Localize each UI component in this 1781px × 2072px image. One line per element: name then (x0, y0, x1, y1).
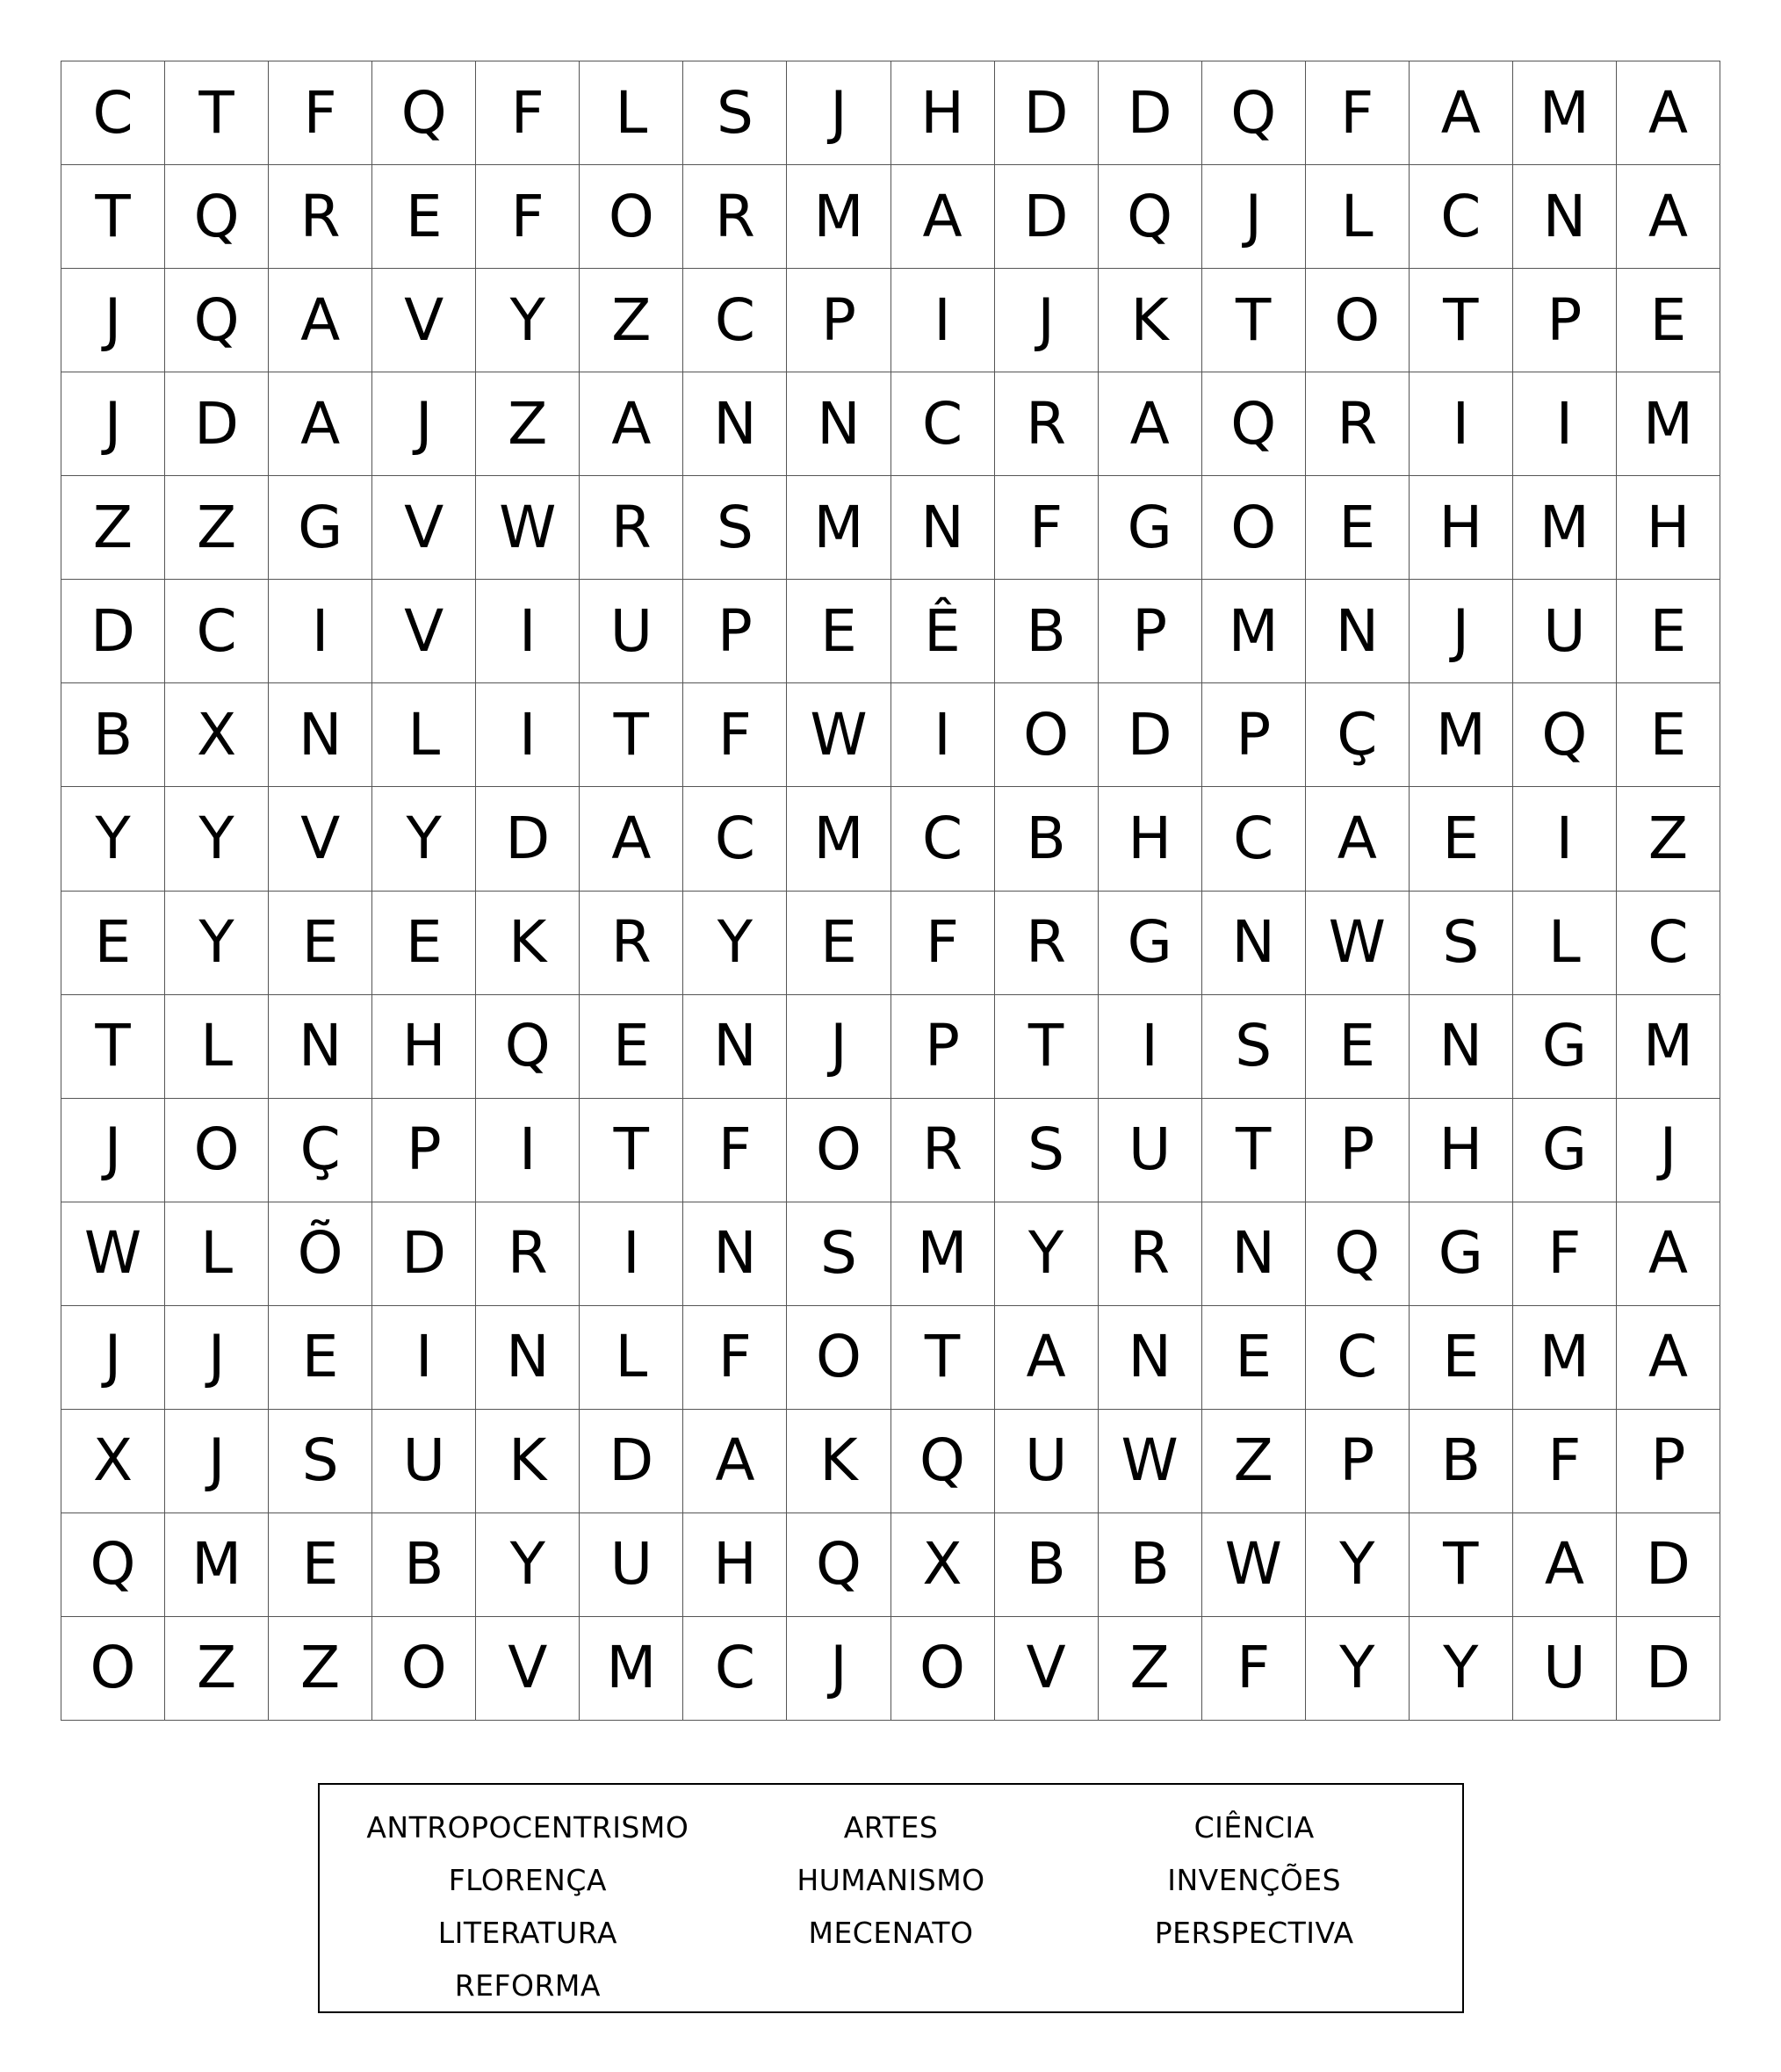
grid-cell[interactable]: B (995, 580, 1099, 683)
grid-cell[interactable]: C (891, 787, 995, 891)
grid-cell[interactable]: S (269, 1410, 372, 1513)
grid-cell[interactable]: O (372, 1617, 476, 1721)
grid-cell[interactable]: M (580, 1617, 683, 1721)
grid-cell[interactable]: C (683, 1617, 787, 1721)
grid-cell[interactable]: R (995, 892, 1099, 995)
grid-cell[interactable]: V (995, 1617, 1099, 1721)
grid-cell[interactable]: Y (165, 787, 269, 891)
grid-cell[interactable]: C (1306, 1306, 1410, 1410)
grid-cell[interactable]: J (165, 1410, 269, 1513)
grid-cell[interactable]: Z (165, 476, 269, 580)
word-bank-item: REFORMA (454, 1967, 601, 2003)
grid-cell[interactable]: Q (891, 1410, 995, 1513)
grid-cell[interactable]: C (1410, 165, 1513, 269)
grid-cell[interactable]: M (165, 1513, 269, 1617)
grid-cell[interactable]: H (891, 61, 995, 165)
grid-cell[interactable]: E (1202, 1306, 1306, 1410)
grid-cell[interactable]: T (1202, 1099, 1306, 1202)
grid-cell[interactable]: S (683, 476, 787, 580)
grid-cell[interactable]: S (995, 1099, 1099, 1202)
grid-cell[interactable]: H (1410, 476, 1513, 580)
grid-cell[interactable]: O (1202, 476, 1306, 580)
grid-cell[interactable]: I (1513, 372, 1617, 476)
grid-cell[interactable]: H (1410, 1099, 1513, 1202)
grid-cell[interactable]: O (61, 1617, 165, 1721)
grid-cell[interactable]: G (1410, 1202, 1513, 1306)
grid-cell[interactable]: M (1202, 580, 1306, 683)
grid-cell[interactable]: I (891, 269, 995, 372)
grid-cell[interactable]: M (1513, 476, 1617, 580)
grid-cell[interactable]: D (165, 372, 269, 476)
word-bank-item: INVENÇÕES (1167, 1862, 1342, 1897)
grid-cell[interactable]: N (683, 1202, 787, 1306)
grid-cell[interactable]: V (372, 269, 476, 372)
grid-cell[interactable]: I (476, 683, 580, 787)
grid-cell[interactable]: I (1410, 372, 1513, 476)
grid-cell[interactable]: L (165, 1202, 269, 1306)
grid-cell[interactable]: E (372, 892, 476, 995)
grid-cell[interactable]: N (1202, 1202, 1306, 1306)
grid-cell[interactable]: M (1617, 995, 1720, 1099)
grid-cell[interactable]: Q (787, 1513, 890, 1617)
grid-cell[interactable]: E (1617, 683, 1720, 787)
grid-cell[interactable]: V (372, 580, 476, 683)
grid-cell[interactable]: F (891, 892, 995, 995)
grid-cell[interactable]: T (61, 995, 165, 1099)
grid-cell[interactable]: F (1513, 1410, 1617, 1513)
grid-cell[interactable]: J (61, 1099, 165, 1202)
grid-cell[interactable]: N (1202, 892, 1306, 995)
grid-cell[interactable]: T (891, 1306, 995, 1410)
word-bank-item: LITERATURA (437, 1915, 617, 1950)
grid-cell[interactable]: C (683, 787, 787, 891)
grid-cell[interactable]: D (1099, 683, 1202, 787)
grid-cell[interactable]: Ê (891, 580, 995, 683)
grid-cell[interactable]: Y (476, 1513, 580, 1617)
grid-cell[interactable]: K (787, 1410, 890, 1513)
grid-cell[interactable]: N (1513, 165, 1617, 269)
grid-cell[interactable]: E (1306, 476, 1410, 580)
grid-cell[interactable]: B (61, 683, 165, 787)
grid-cell[interactable]: B (372, 1513, 476, 1617)
grid-cell[interactable]: S (1202, 995, 1306, 1099)
grid-cell[interactable]: Q (1202, 372, 1306, 476)
grid-cell[interactable]: G (1513, 1099, 1617, 1202)
grid-cell[interactable]: T (995, 995, 1099, 1099)
grid-cell[interactable]: Y (995, 1202, 1099, 1306)
grid-cell[interactable]: I (1099, 995, 1202, 1099)
grid-cell[interactable]: F (476, 165, 580, 269)
grid-cell[interactable]: E (1617, 580, 1720, 683)
grid-cell[interactable]: R (1099, 1202, 1202, 1306)
grid-cell[interactable]: A (1099, 372, 1202, 476)
grid-cell[interactable]: A (995, 1306, 1099, 1410)
grid-cell[interactable]: P (1513, 269, 1617, 372)
grid-cell[interactable]: S (1410, 892, 1513, 995)
grid-cell[interactable]: E (61, 892, 165, 995)
grid-cell[interactable]: P (891, 995, 995, 1099)
grid-cell[interactable]: F (995, 476, 1099, 580)
grid-cell[interactable]: E (1410, 787, 1513, 891)
grid-cell[interactable]: D (1617, 1617, 1720, 1721)
grid-cell[interactable]: A (1617, 1202, 1720, 1306)
grid-cell[interactable]: W (61, 1202, 165, 1306)
grid-cell[interactable]: J (61, 1306, 165, 1410)
word-bank (318, 1783, 1464, 2013)
word-bank-item: PERSPECTIVA (1154, 1915, 1354, 1950)
grid-cell[interactable]: C (165, 580, 269, 683)
grid-cell[interactable]: E (580, 995, 683, 1099)
grid-cell[interactable]: Q (165, 269, 269, 372)
grid-cell[interactable]: Õ (269, 1202, 372, 1306)
grid-cell[interactable]: Z (165, 1617, 269, 1721)
grid-cell[interactable]: Ç (269, 1099, 372, 1202)
grid-cell[interactable]: C (61, 61, 165, 165)
grid-cell[interactable]: K (1099, 269, 1202, 372)
grid-cell[interactable]: E (1617, 269, 1720, 372)
grid-cell[interactable]: D (995, 61, 1099, 165)
grid-cell[interactable]: R (891, 1099, 995, 1202)
grid-cell[interactable]: M (1617, 372, 1720, 476)
grid-cell[interactable]: U (580, 1513, 683, 1617)
grid-cell[interactable]: D (1617, 1513, 1720, 1617)
grid-cell[interactable]: X (891, 1513, 995, 1617)
grid-cell[interactable]: B (1410, 1410, 1513, 1513)
grid-cell[interactable]: P (1202, 683, 1306, 787)
grid-cell[interactable]: N (683, 372, 787, 476)
grid-cell[interactable]: T (1202, 269, 1306, 372)
grid-cell[interactable]: I (476, 1099, 580, 1202)
grid-cell[interactable]: E (269, 1513, 372, 1617)
grid-cell[interactable]: M (1513, 61, 1617, 165)
grid-cell[interactable]: V (476, 1617, 580, 1721)
grid-cell[interactable]: F (683, 1099, 787, 1202)
grid-cell[interactable]: V (372, 476, 476, 580)
grid-cell[interactable]: Y (476, 269, 580, 372)
grid-cell[interactable]: U (372, 1410, 476, 1513)
grid-cell[interactable]: Q (61, 1513, 165, 1617)
grid-cell[interactable]: L (165, 995, 269, 1099)
grid-cell[interactable]: T (1410, 269, 1513, 372)
grid-cell[interactable]: K (476, 1410, 580, 1513)
grid-cell[interactable]: Q (1306, 1202, 1410, 1306)
grid-cell[interactable]: J (995, 269, 1099, 372)
grid-cell[interactable]: F (269, 61, 372, 165)
grid-cell[interactable]: L (372, 683, 476, 787)
grid-cell[interactable]: R (269, 165, 372, 269)
grid-cell[interactable]: A (1617, 1306, 1720, 1410)
grid-cell[interactable]: N (269, 995, 372, 1099)
grid-cell[interactable]: Q (165, 165, 269, 269)
grid-cell[interactable]: G (1513, 995, 1617, 1099)
grid-cell[interactable]: Q (476, 995, 580, 1099)
grid-cell[interactable]: D (476, 787, 580, 891)
grid-cell[interactable]: M (787, 787, 890, 891)
grid-cell[interactable]: U (1099, 1099, 1202, 1202)
grid-cell[interactable]: Q (372, 61, 476, 165)
grid-cell[interactable]: J (1202, 165, 1306, 269)
grid-cell[interactable]: W (1099, 1410, 1202, 1513)
word-bank-item: CIÊNCIA (1193, 1809, 1315, 1845)
grid-cell[interactable]: G (1099, 892, 1202, 995)
grid-cell[interactable]: F (683, 683, 787, 787)
grid-cell[interactable]: J (165, 1306, 269, 1410)
grid-cell[interactable]: B (1099, 1513, 1202, 1617)
grid-cell[interactable]: D (372, 1202, 476, 1306)
grid-cell[interactable]: O (787, 1099, 890, 1202)
grid-cell[interactable]: P (1617, 1410, 1720, 1513)
letter-grid (61, 61, 1720, 1721)
grid-cell[interactable]: Z (269, 1617, 372, 1721)
grid-cell[interactable]: Z (476, 372, 580, 476)
grid-cell[interactable]: G (269, 476, 372, 580)
grid-cell[interactable]: L (1513, 892, 1617, 995)
grid-cell[interactable]: I (476, 580, 580, 683)
grid-cell[interactable]: C (1617, 892, 1720, 995)
grid-cell[interactable]: A (1306, 787, 1410, 891)
word-bank-item: ANTROPOCENTRISMO (366, 1809, 689, 1845)
grid-cell[interactable]: N (787, 372, 890, 476)
grid-cell[interactable]: E (1410, 1306, 1513, 1410)
grid-cell[interactable]: M (1410, 683, 1513, 787)
grid-cell[interactable]: P (1306, 1099, 1410, 1202)
grid-cell[interactable]: C (891, 372, 995, 476)
grid-cell[interactable]: Y (683, 892, 787, 995)
grid-cell[interactable]: F (1202, 1617, 1306, 1721)
grid-cell[interactable]: Z (1099, 1617, 1202, 1721)
grid-cell[interactable]: N (891, 476, 995, 580)
grid-cell[interactable]: W (1306, 892, 1410, 995)
grid-cell[interactable]: Y (372, 787, 476, 891)
grid-cell[interactable]: Y (1306, 1513, 1410, 1617)
grid-cell[interactable]: L (1306, 165, 1410, 269)
grid-cell[interactable]: A (891, 165, 995, 269)
grid-cell[interactable]: T (165, 61, 269, 165)
grid-cell[interactable]: A (580, 787, 683, 891)
grid-cell[interactable]: Q (1513, 683, 1617, 787)
grid-cell[interactable]: Z (61, 476, 165, 580)
grid-cell[interactable]: I (269, 580, 372, 683)
grid-cell[interactable]: Y (1306, 1617, 1410, 1721)
grid-cell[interactable]: D (61, 580, 165, 683)
grid-cell[interactable]: U (995, 1410, 1099, 1513)
grid-cell[interactable]: O (580, 165, 683, 269)
grid-cell[interactable]: H (683, 1513, 787, 1617)
grid-cell[interactable]: H (372, 995, 476, 1099)
grid-cell[interactable]: H (1617, 476, 1720, 580)
grid-cell[interactable]: H (1099, 787, 1202, 891)
grid-cell[interactable]: F (476, 61, 580, 165)
grid-cell[interactable]: R (995, 372, 1099, 476)
word-bank-item: MECENATO (808, 1915, 974, 1950)
word-bank-item: ARTES (843, 1809, 939, 1845)
grid-cell[interactable]: Y (165, 892, 269, 995)
grid-cell[interactable]: P (372, 1099, 476, 1202)
grid-cell[interactable]: N (1306, 580, 1410, 683)
grid-cell[interactable]: F (1306, 61, 1410, 165)
grid-cell[interactable]: A (580, 372, 683, 476)
grid-cell[interactable]: G (1099, 476, 1202, 580)
grid-cell[interactable]: R (683, 165, 787, 269)
grid-cell[interactable]: S (787, 1202, 890, 1306)
grid-cell[interactable]: U (580, 580, 683, 683)
grid-cell[interactable]: N (269, 683, 372, 787)
grid-cell[interactable]: X (61, 1410, 165, 1513)
grid-cell[interactable]: M (1513, 1306, 1617, 1410)
grid-cell[interactable]: Q (1202, 61, 1306, 165)
grid-cell[interactable]: O (891, 1617, 995, 1721)
grid-cell[interactable]: M (891, 1202, 995, 1306)
grid-cell[interactable]: N (683, 995, 787, 1099)
grid-cell[interactable]: I (372, 1306, 476, 1410)
grid-cell[interactable]: Y (61, 787, 165, 891)
grid-cell[interactable]: J (61, 269, 165, 372)
grid-cell[interactable]: L (580, 61, 683, 165)
grid-cell[interactable]: E (372, 165, 476, 269)
grid-cell[interactable]: J (787, 61, 890, 165)
grid-cell[interactable]: N (1410, 995, 1513, 1099)
grid-cell[interactable]: E (269, 892, 372, 995)
grid-cell[interactable]: L (580, 1306, 683, 1410)
grid-cell[interactable]: U (1513, 1617, 1617, 1721)
grid-cell[interactable]: J (787, 1617, 890, 1721)
grid-cell[interactable]: P (787, 269, 890, 372)
grid-cell[interactable]: Z (1202, 1410, 1306, 1513)
grid-cell[interactable]: R (476, 1202, 580, 1306)
grid-cell[interactable]: A (683, 1410, 787, 1513)
grid-cell[interactable]: O (1306, 269, 1410, 372)
grid-cell[interactable]: P (1306, 1410, 1410, 1513)
grid-cell[interactable]: O (995, 683, 1099, 787)
grid-cell[interactable]: C (683, 269, 787, 372)
grid-cell[interactable]: O (165, 1099, 269, 1202)
grid-cell[interactable]: J (1410, 580, 1513, 683)
grid-cell[interactable]: U (1513, 580, 1617, 683)
grid-cell[interactable]: W (1202, 1513, 1306, 1617)
grid-cell[interactable]: R (580, 892, 683, 995)
grid-cell[interactable]: D (1099, 61, 1202, 165)
grid-cell[interactable]: A (269, 269, 372, 372)
grid-cell[interactable]: T (580, 683, 683, 787)
grid-cell[interactable]: S (683, 61, 787, 165)
grid-cell[interactable]: J (787, 995, 890, 1099)
grid-cell[interactable]: A (1513, 1513, 1617, 1617)
grid-cell[interactable]: T (61, 165, 165, 269)
grid-cell[interactable]: E (1306, 995, 1410, 1099)
grid-cell[interactable]: Z (1617, 787, 1720, 891)
grid-cell[interactable]: F (683, 1306, 787, 1410)
grid-cell[interactable]: A (269, 372, 372, 476)
grid-cell[interactable]: N (476, 1306, 580, 1410)
grid-cell[interactable]: Ç (1306, 683, 1410, 787)
grid-cell[interactable]: A (1617, 165, 1720, 269)
grid-cell[interactable]: I (1513, 787, 1617, 891)
grid-cell[interactable]: J (61, 372, 165, 476)
grid-cell[interactable]: I (891, 683, 995, 787)
grid-cell[interactable]: Y (1410, 1617, 1513, 1721)
grid-cell[interactable]: W (787, 683, 890, 787)
grid-cell[interactable]: R (580, 476, 683, 580)
grid-cell[interactable]: R (1306, 372, 1410, 476)
grid-cell[interactable]: F (1513, 1202, 1617, 1306)
grid-cell[interactable]: E (269, 1306, 372, 1410)
grid-cell[interactable]: E (787, 892, 890, 995)
word-bank-item: HUMANISMO (797, 1862, 985, 1897)
grid-cell[interactable]: D (995, 165, 1099, 269)
grid-cell[interactable]: K (476, 892, 580, 995)
grid-cell[interactable]: Z (580, 269, 683, 372)
word-bank-item: FLORENÇA (448, 1862, 607, 1897)
grid-cell[interactable]: A (1617, 61, 1720, 165)
grid-cell[interactable]: T (1410, 1513, 1513, 1617)
grid-cell[interactable]: Q (1099, 165, 1202, 269)
grid-cell[interactable]: N (1099, 1306, 1202, 1410)
grid-cell[interactable]: M (787, 165, 890, 269)
grid-cell[interactable]: D (580, 1410, 683, 1513)
grid-cell[interactable]: W (476, 476, 580, 580)
grid-cell[interactable]: M (787, 476, 890, 580)
grid-cell[interactable]: O (787, 1306, 890, 1410)
grid-cell[interactable]: A (1410, 61, 1513, 165)
grid-cell[interactable]: J (372, 372, 476, 476)
grid-cell[interactable]: I (580, 1202, 683, 1306)
grid-cell[interactable]: E (787, 580, 890, 683)
grid-cell[interactable]: P (1099, 580, 1202, 683)
grid-cell[interactable]: J (1617, 1099, 1720, 1202)
grid-cell[interactable]: C (1202, 787, 1306, 891)
grid-cell[interactable]: T (580, 1099, 683, 1202)
grid-cell[interactable]: B (995, 1513, 1099, 1617)
grid-cell[interactable]: V (269, 787, 372, 891)
grid-cell[interactable]: B (995, 787, 1099, 891)
grid-cell[interactable]: X (165, 683, 269, 787)
grid-cell[interactable]: P (683, 580, 787, 683)
